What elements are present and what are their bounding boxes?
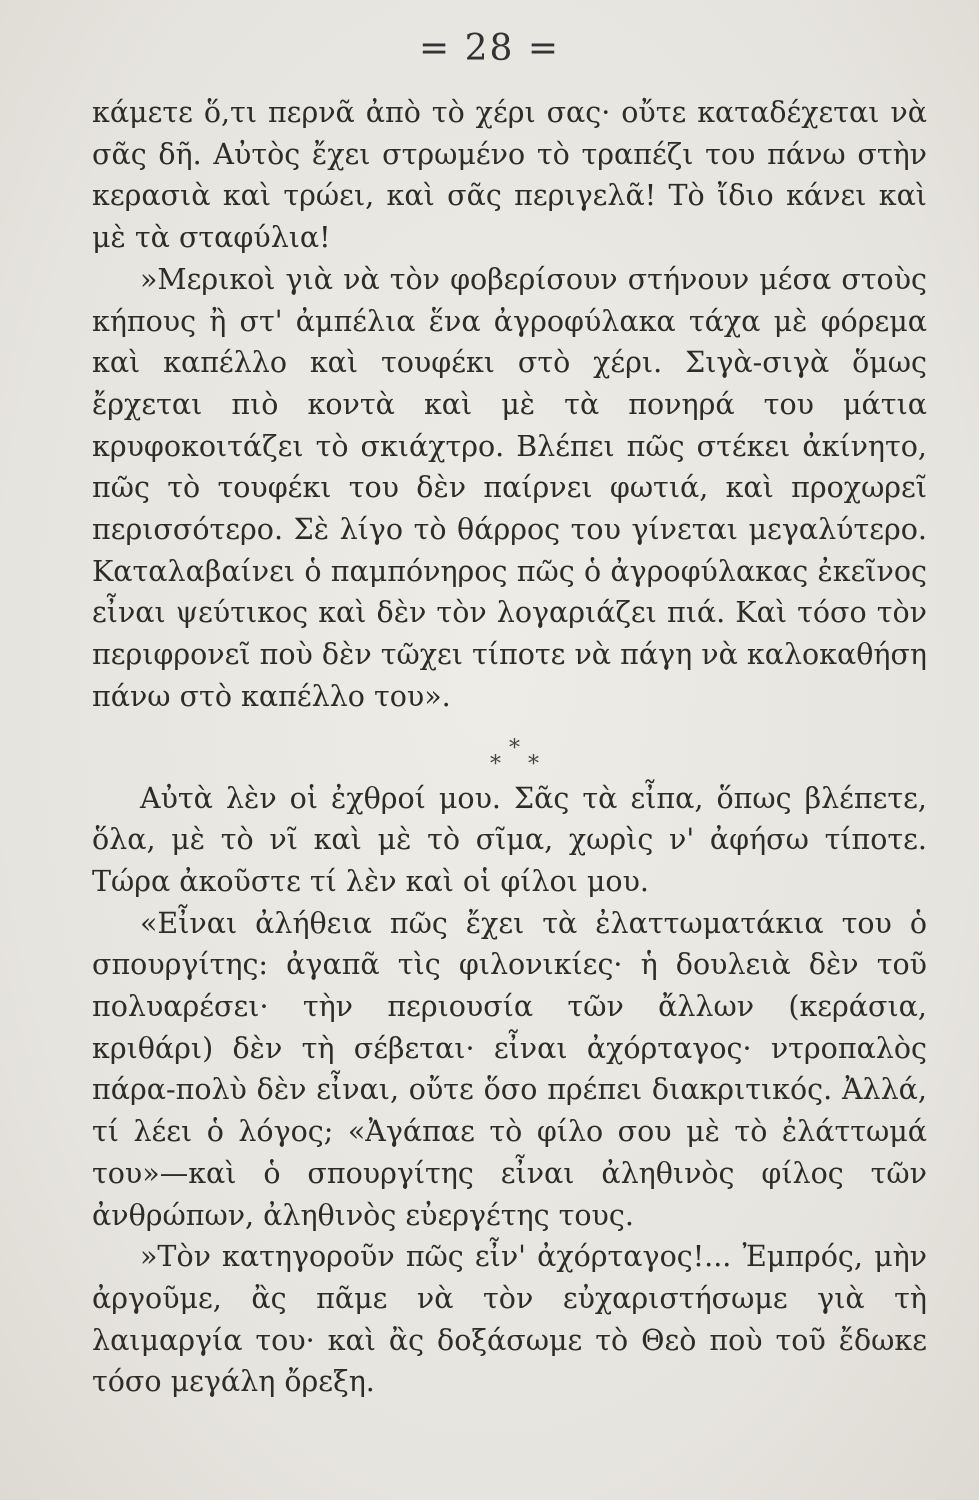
paragraph: Αὐτὰ λὲν οἱ ἐχθροί μου. Σᾶς τὰ εἶπα, ὅπως βλέπετε, ὅλα, μὲ τὸ νῖ καὶ μὲ τὸ σῖμα, χωρὶς ν' ἀφήσω τίποτε. Τώρα ἀκοῦστε τί λὲν καὶ οἱ φίλοι μου. [92,781,927,898]
separator-asterisk: * [509,735,520,761]
paragraph: «Εἶναι ἀλήθεια πῶς ἔχει τὰ ἐλαττωματάκια του ὁ σπουργίτης: ἀγαπᾶ τὶς φιλονικίες· ἡ δουλειὰ δὲν τοῦ πολυαρέσει· τὴν περιουσία τῶν ἄλλων (κεράσια, κριθάρι) δὲν τὴ σέβεται· εἶναι ἀχόρταγος· ντροπαλὸς πάρα-πολὺ δὲν εἶναι, οὔτε ὅσο πρέπει διακριτικός. Ἀλλά, τί λέει ὁ λόγος; «Ἀγάπαε τὸ φίλο σου μὲ τὸ ἐλάττωμά του»—καὶ ὁ σπουργίτης εἶναι ἀληθινὸς φίλος τῶν ἀνθρώπων, ἀληθινὸς εὐεργέτης τους. [92,906,927,1232]
page-text [92,92,927,1403]
paragraph: »Τὸν κατηγοροῦν πῶς εἶν' ἀχόρταγος!... Ἐμπρός, μὴν ἀργοῦμε, ἂς πᾶμε νὰ τὸν εὐχαριστήσωμε γιὰ τὴ λαιμαργία του· καὶ ἂς δοξάσωμε τὸ Θεὸ ποὺ τοῦ ἔδωκε τόσο μεγάλη ὄρεξη. [92,1240,927,1399]
separator-asterisk: * [490,751,501,777]
separator-asterisk: * [528,751,539,777]
paragraph: κάμετε ὅ,τι περνᾶ ἀπὸ τὸ χέρι σας· οὔτε καταδέχεται νὰ σᾶς δῆ. Αὐτὸς ἔχει στρωμένο τὸ τραπέζι του πάνω στὴν κερασιὰ καὶ τρώει, καὶ σᾶς περιγελᾶ! Τὸ ἴδιο κάνει καὶ μὲ τὰ σταφύλια! [92,96,927,255]
page-number: = 28 = [418,28,561,69]
section-separator [92,718,927,778]
paragraph: »Μερικοὶ γιὰ νὰ τὸν φοβερίσουν στήνουν μέσα στοὺς κήπους ἢ στ' ἀμπέλια ἕνα ἀγροφύλακα τάχα μὲ φόρεμα καὶ καπέλλο καὶ τουφέκι στὸ χέρι. Σιγὰ-σιγὰ ὅμως ἔρχεται πιὸ κοντὰ καὶ μὲ τὰ πονηρά του μάτια κρυφοκοιτάζει τὸ σκιάχτρο. Βλέπει πῶς στέκει ἀκίνητο, πῶς τὸ τουφέκι του δὲν παίρνει φωτιά, καὶ προχωρεῖ περισσότερο. Σὲ λίγο τὸ θάρρος του γίνεται μεγαλύτερο. Καταλαβαίνει ὁ παμπόνηρος πῶς ὁ ἀγροφύλακας ἐκεῖνος εἶναι ψεύτικος καὶ δὲν τὸν λογαριάζει πιά. Καὶ τόσο τὸν περιφρονεῖ ποὺ δὲν τῶχει τίποτε νὰ πάγη νὰ καλοκαθήση πάνω στὸ καπέλλο του». [92,262,927,713]
